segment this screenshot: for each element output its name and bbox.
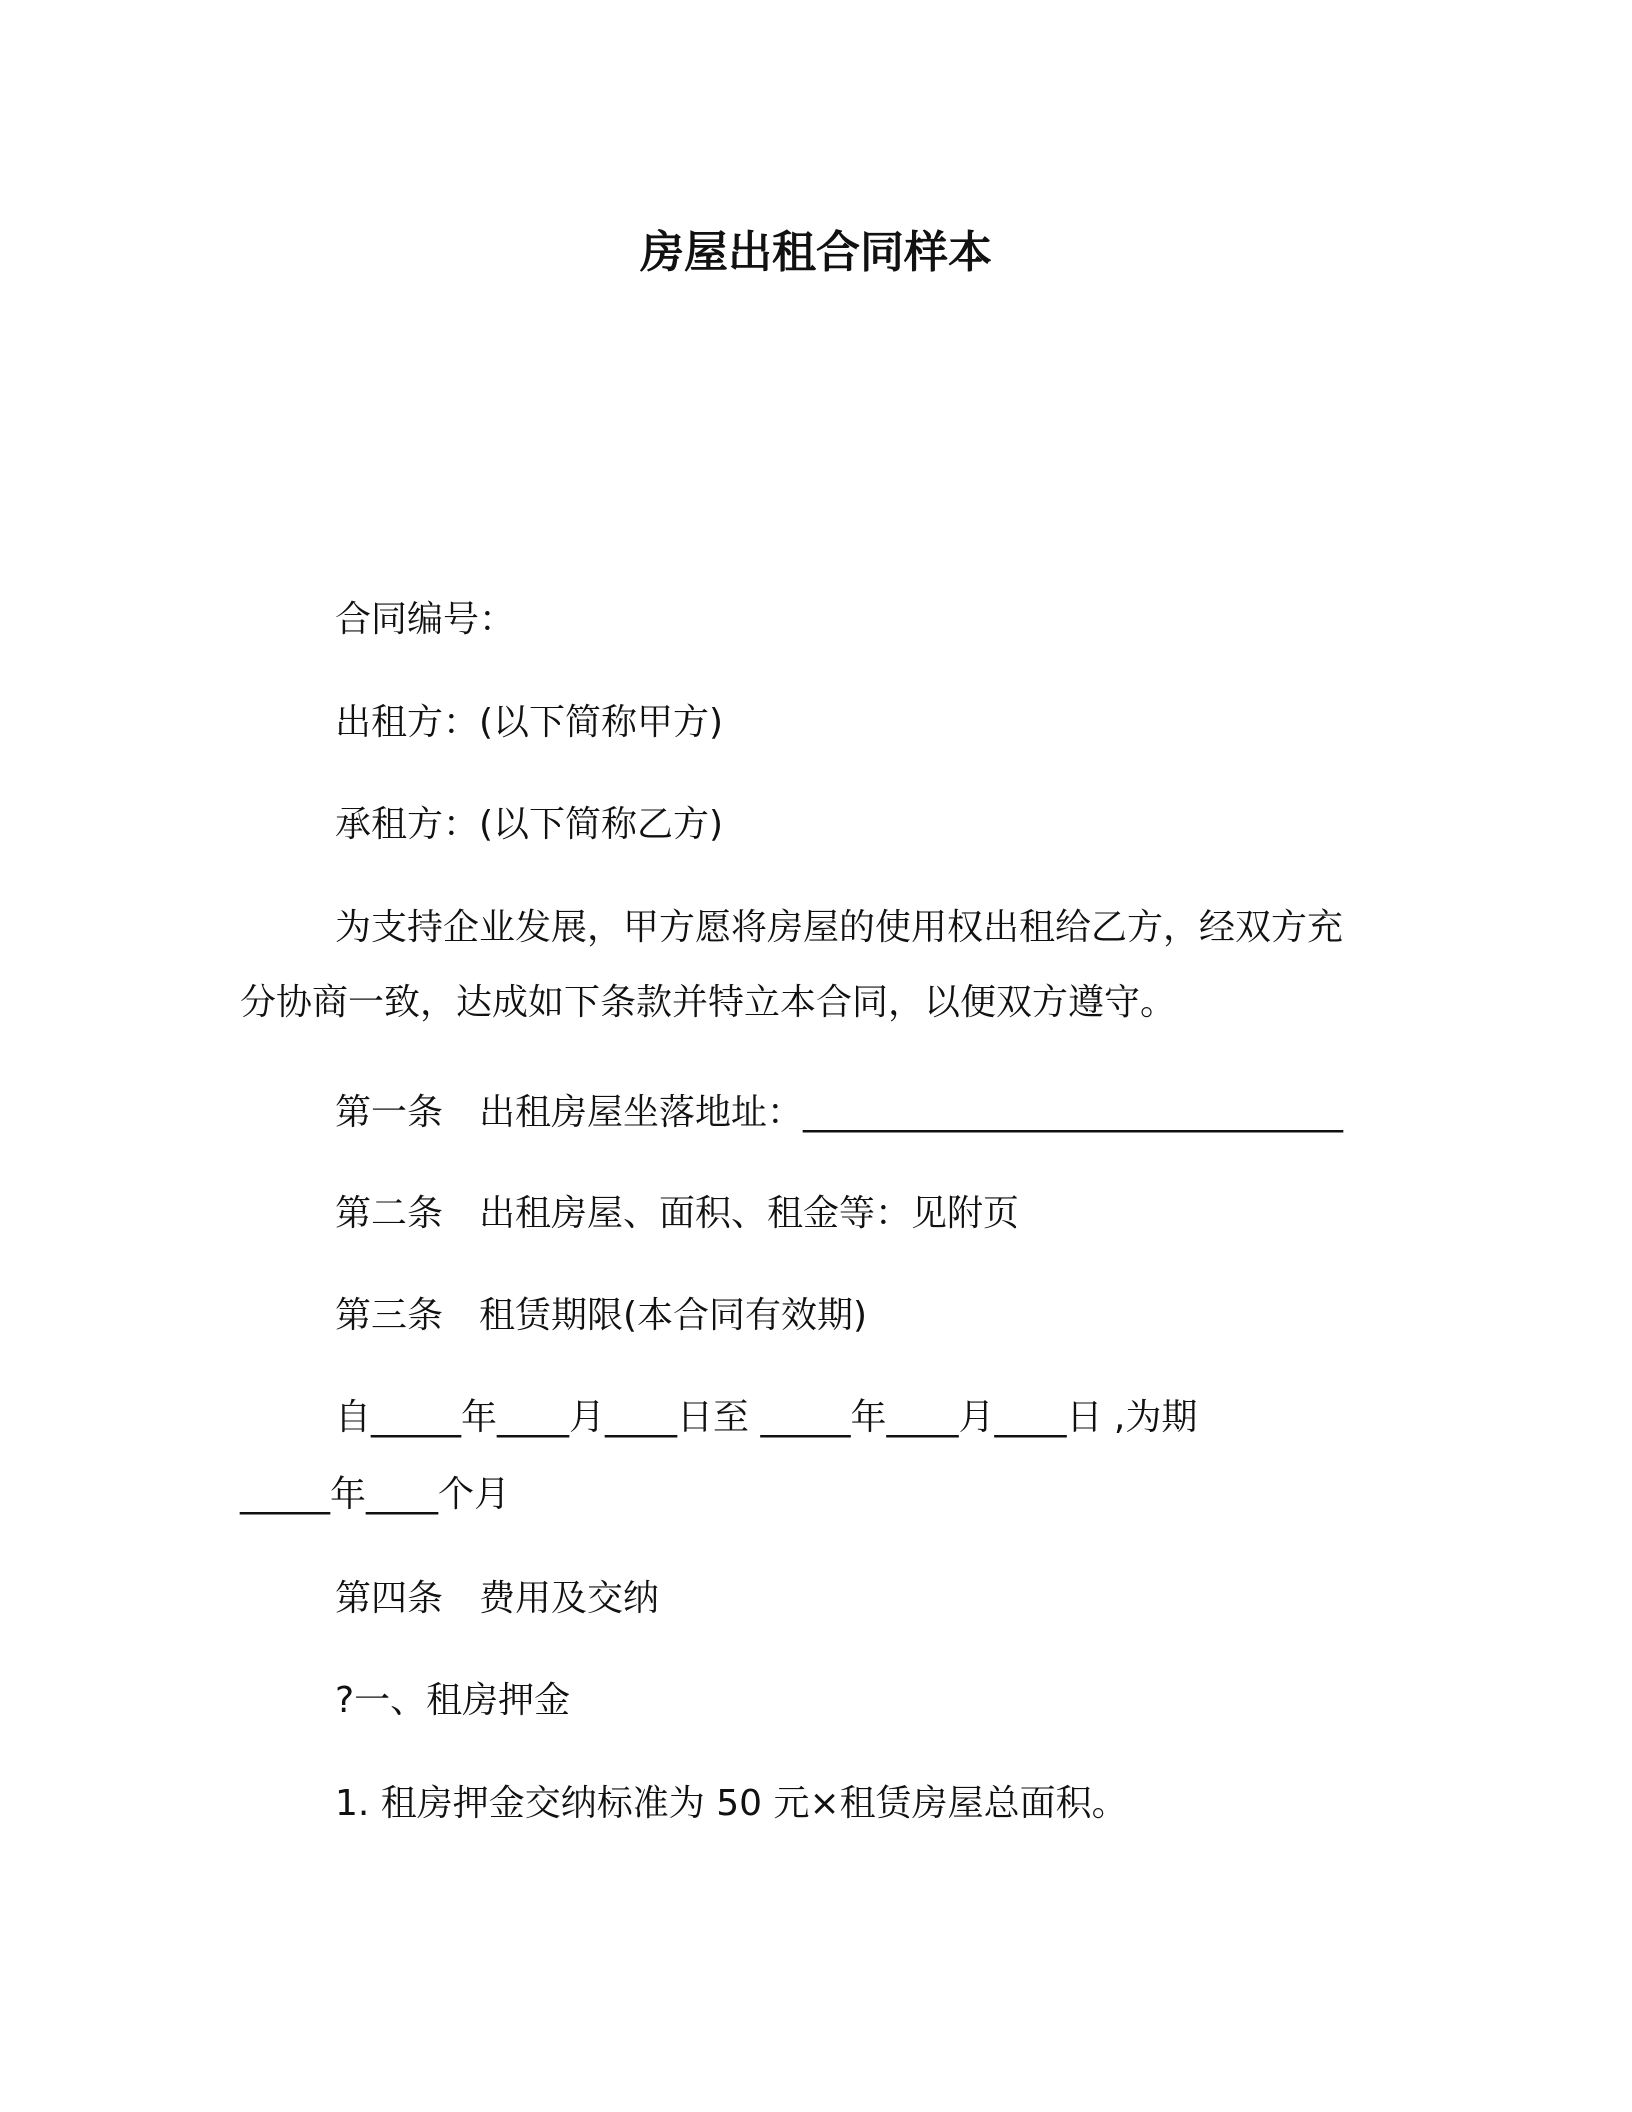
deposit-item-1-line: 1. 租房押金交纳标准为 50 元×租赁房屋总面积。: [335, 1783, 1128, 1824]
article-3-line: 第三条 租赁期限(本合同有效期): [335, 1295, 868, 1336]
document-title: 房屋出租合同样本: [640, 227, 992, 278]
article-4-line: 第四条 费用及交纳: [335, 1578, 660, 1619]
lessee-line: 承租方：(以下简称乙方): [335, 804, 724, 845]
lessor-line: 出租方：(以下简称甲方): [335, 702, 724, 743]
preamble-line-2: 分协商一致，达成如下条款并特立本合同，以便双方遵守。: [240, 982, 1177, 1023]
article-2-line: 第二条 出租房屋、面积、租金等：见附页: [335, 1193, 1020, 1234]
deposit-heading-line: ?一、租房押金: [335, 1680, 571, 1721]
lease-period-line-2: _____年____个月: [240, 1474, 511, 1515]
article-1-line: 第一条 出租房屋坐落地址：______________________________: [335, 1092, 1344, 1133]
preamble-line-1: 为支持企业发展，甲方愿将房屋的使用权出租给乙方，经双方充: [335, 907, 1344, 948]
contract-number-line: 合同编号：: [335, 599, 516, 640]
lease-period-line-1: 自_____年____月____日至 _____年____月____日 ,为期: [335, 1397, 1198, 1438]
